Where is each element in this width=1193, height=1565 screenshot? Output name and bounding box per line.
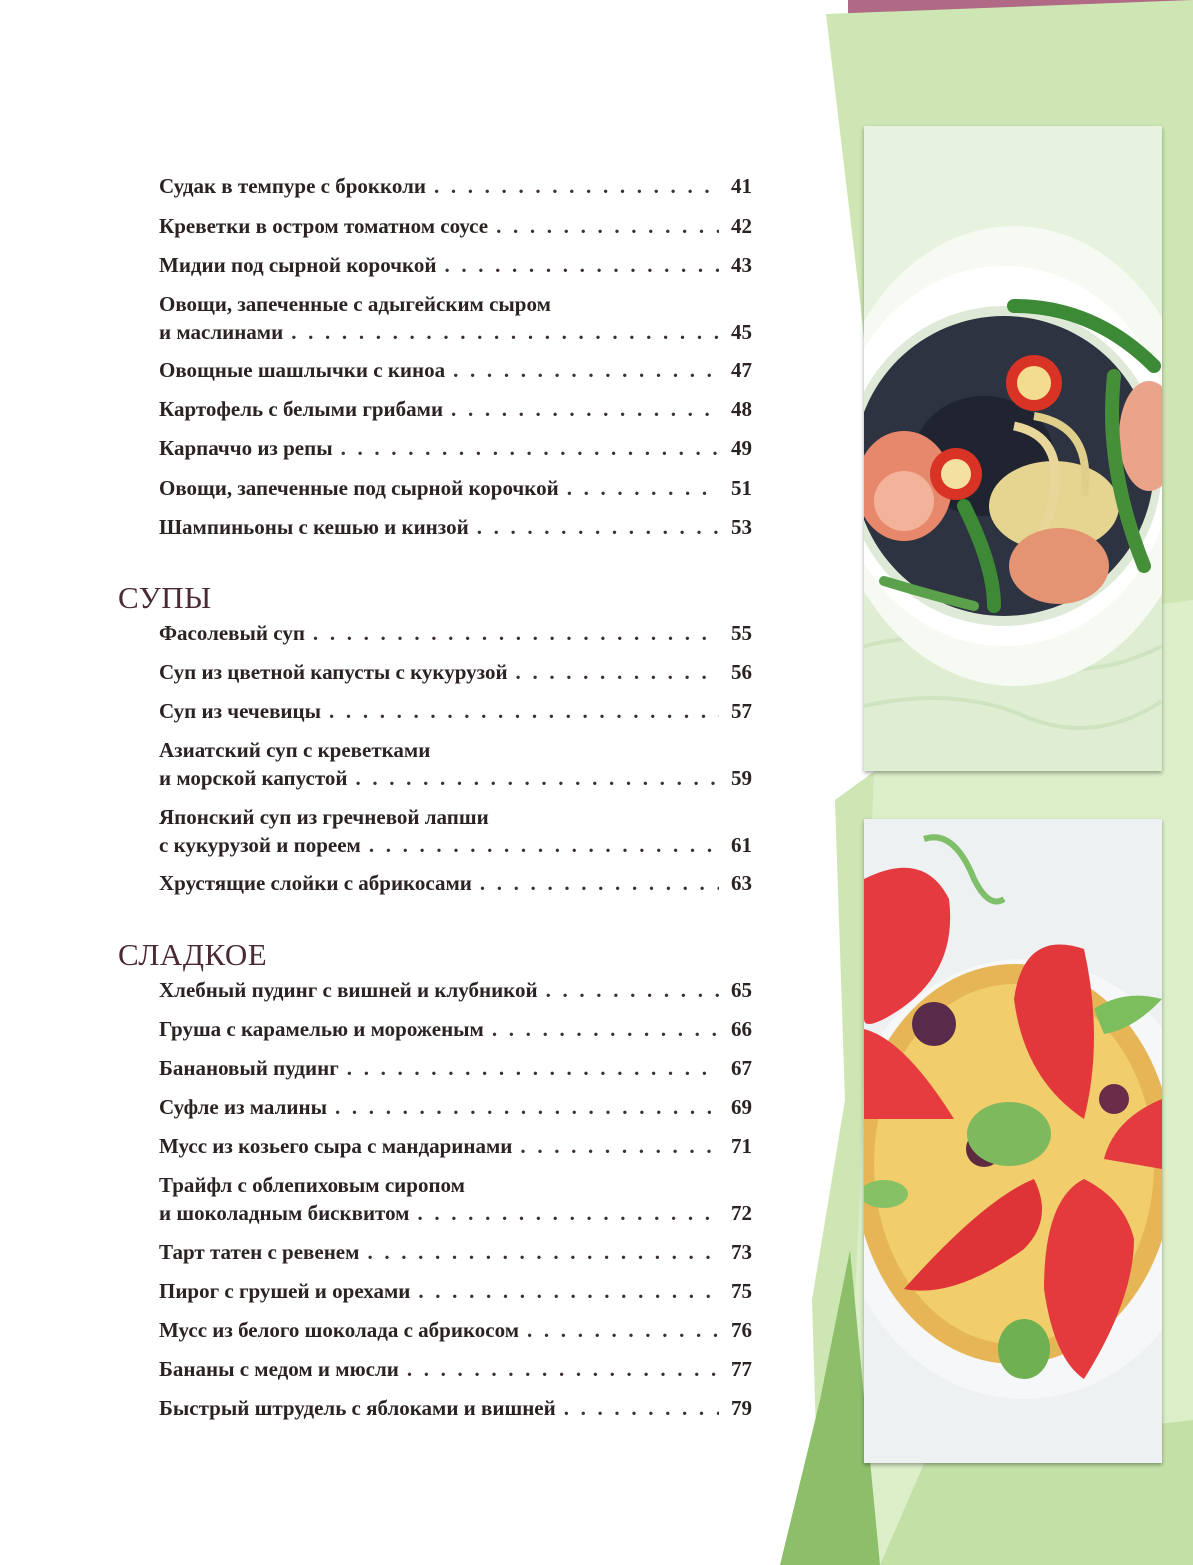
dot-leader [355,764,719,792]
toc-page-number: 53 [731,515,752,539]
toc-entry-title: Карпаччо из репы [159,436,333,460]
toc-entry [159,658,752,686]
toc-entry [159,619,752,647]
dessert-photo [864,819,1162,1463]
toc-entry [159,736,752,792]
toc-entry-title: и шоколадным бисквитом [159,1201,410,1225]
toc-entry-title: Фасолевый суп [159,621,305,645]
toc-page-number: 79 [731,1396,752,1420]
toc-entry [159,697,752,725]
toc-entry-title-first-line: Японский суп из гречневой лапши [159,805,489,829]
toc-entry-line [159,172,752,200]
toc-entry [159,434,752,462]
toc-page-number: 73 [731,1240,752,1264]
toc-entry-line [159,697,752,725]
toc-entry-line [159,1238,752,1266]
toc-entry-title: Пирог с грушей и орехами [159,1279,411,1303]
toc-entry [159,1015,752,1043]
dot-leader [546,976,719,1004]
dot-leader [329,697,719,725]
toc-entry-title: Мидии под сырной корочкой [159,253,437,277]
toc-entry [159,474,752,502]
toc-entry-title: Овощи, запеченные под сырной корочкой [159,476,559,500]
toc-page-number: 49 [731,436,752,460]
toc-entry-line [159,513,752,541]
toc-entry-line [159,251,752,279]
dot-leader [516,658,719,686]
toc-entry-line [159,976,752,1004]
toc-entry-line [159,1132,752,1160]
toc-entry-title: и маслинами [159,320,284,344]
toc-entry [159,803,752,859]
toc-entry-line [159,831,752,859]
toc-entry [159,251,752,279]
toc-entry [159,172,752,200]
toc-entry-line [159,658,752,686]
toc-entry [159,356,752,384]
dot-leader [520,1132,719,1160]
toc-entry-title: Быстрый штрудель с яблоками и вишней [159,1396,556,1420]
toc-page-number: 77 [731,1357,752,1381]
dot-leader [434,172,719,200]
dot-leader [480,869,719,897]
toc-entry-title-first-line: Азиатский суп с креветками [159,738,431,762]
toc-entry [159,869,752,897]
dot-leader [347,1054,719,1082]
toc-entry [159,290,752,346]
toc-entry-line [159,1199,752,1227]
toc-entry-line [159,1316,752,1344]
toc-entry-title: с кукурузой и пореем [159,833,361,857]
toc-entry-line [159,764,752,792]
toc-entry [159,212,752,240]
toc-entry [159,1238,752,1266]
toc-entry-line [159,356,752,384]
toc-page-number: 66 [731,1017,752,1041]
toc-entry-title: Суп из чечевицы [159,699,322,723]
toc-entry-title: Тарт татен с ревенем [159,1240,360,1264]
toc-entry-title-first-line: Трайфл с облепиховым сиропом [159,1173,465,1197]
toc-entry-title: Банановый пудинг [159,1056,339,1080]
toc-entry [159,1093,752,1121]
toc-entry-title-first-line: Овощи, запеченные с адыгейским сыром [159,292,551,316]
toc-page-number: 65 [731,978,752,1002]
dot-leader [367,1238,719,1266]
toc-entry-title: Овощные шашлычки с киноа [159,358,446,382]
toc-page-number: 48 [731,397,752,421]
toc-entry-title: Груша с карамелью и мороженым [159,1017,484,1041]
toc-page-number: 67 [731,1056,752,1080]
dot-leader [477,513,719,541]
toc-page-number: 47 [731,358,752,382]
toc-entry [159,513,752,541]
dot-leader [407,1355,719,1383]
toc-entry-line [159,212,752,240]
toc-entry [159,1054,752,1082]
toc-entry-title: Мусс из козьего сыра с мандаринами [159,1134,513,1158]
toc-entry [159,1132,752,1160]
dot-leader [492,1015,719,1043]
dot-leader [335,1093,719,1121]
toc-page-number: 55 [731,621,752,645]
dot-leader [567,474,719,502]
toc-entry-line [159,474,752,502]
toc-page-number: 42 [731,214,752,238]
toc-entry-line [159,1054,752,1082]
dot-leader [291,318,719,346]
toc-entry-line [159,395,752,423]
toc-page-number: 59 [731,766,752,790]
toc-entry [159,1316,752,1344]
toc-entry [159,1171,752,1227]
toc-entry [159,976,752,1004]
toc-entry [159,395,752,423]
dot-leader [341,434,719,462]
section-title: СУПЫ [118,580,212,615]
toc-page-number: 41 [731,174,752,198]
toc-entry-title: Картофель с белыми грибами [159,397,444,421]
toc-entry-line [159,1394,752,1422]
toc-entry-line [159,619,752,647]
toc-entry-line [159,318,752,346]
toc-page-number: 45 [731,320,752,344]
toc-page-number: 76 [731,1318,752,1342]
toc-page-number: 72 [731,1201,752,1225]
toc-entry-title: Судак в темпуре с брокколи [159,174,426,198]
section-title: СЛАДКОЕ [118,937,268,972]
dot-leader [453,356,719,384]
toc-entry-title: Шампиньоны с кешью и кинзой [159,515,469,539]
toc-page-number: 75 [731,1279,752,1303]
toc-entry-title: Мусс из белого шоколада с абрикосом [159,1318,519,1342]
toc-page-number: 56 [731,660,752,684]
dot-leader [451,395,719,423]
toc-page-number: 57 [731,699,752,723]
toc-page-number: 43 [731,253,752,277]
dot-leader [527,1316,719,1344]
toc-page-number: 63 [731,871,752,895]
toc-entry-title: Хрустящие слойки с абрикосами [159,871,472,895]
dot-leader [417,1199,719,1227]
toc-entry [159,1277,752,1305]
toc-page-number: 61 [731,833,752,857]
toc-entry-title: и морской капустой [159,766,348,790]
toc-entry [159,1394,752,1422]
dot-leader [444,251,719,279]
toc-entry-title: Хлебный пудинг с вишней и клубникой [159,978,538,1002]
toc-entry [159,1355,752,1383]
toc-entry-title: Суфле из малины [159,1095,327,1119]
toc-entry-title: Креветки в остром томатном соусе [159,214,489,238]
dot-leader [496,212,719,240]
soup-photo [864,126,1162,771]
dot-leader [369,831,719,859]
toc-entry-line [159,869,752,897]
toc-page-number: 69 [731,1095,752,1119]
dot-leader [564,1394,719,1422]
toc-page-number: 71 [731,1134,752,1158]
toc-entry-title: Суп из цветной капусты с кукурузой [159,660,508,684]
dot-leader [313,619,719,647]
toc-entry-line [159,1015,752,1043]
toc-entry-line [159,1093,752,1121]
toc-page-number: 51 [731,476,752,500]
toc-entry-line [159,1355,752,1383]
toc-entry-line [159,434,752,462]
toc-entry-line [159,1277,752,1305]
toc-entry-title: Бананы с медом и мюсли [159,1357,399,1381]
dot-leader [418,1277,719,1305]
